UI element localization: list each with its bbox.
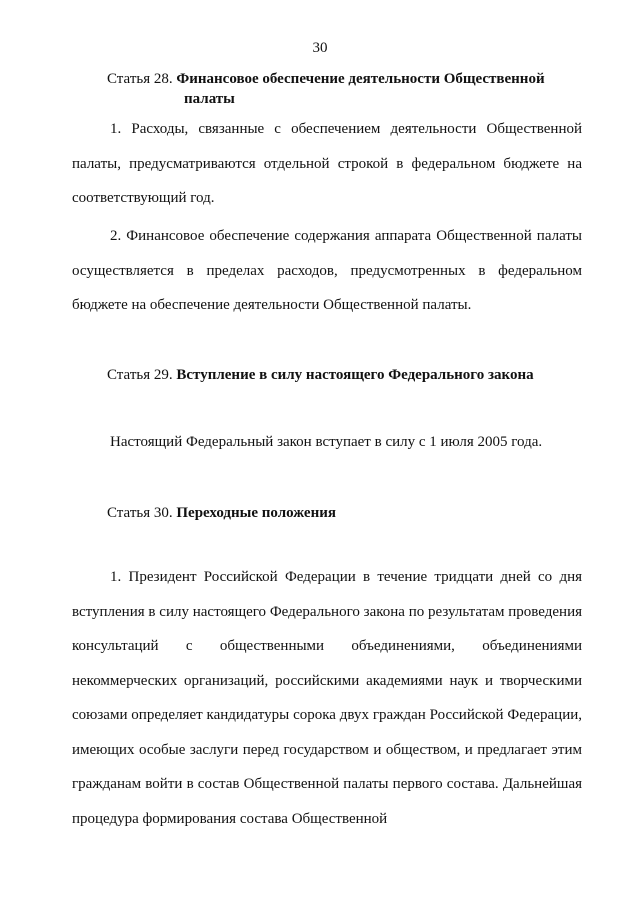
article-28-heading <box>107 69 577 109</box>
article-28-label: Статья 28. <box>107 71 173 87</box>
article-30-label: Статья 30. <box>107 505 173 521</box>
article-30-paragraph-1: 1. Президент Российской Федерации в течение тридцати дней со дня вступления в силу настоящего Федерального закона по результатам проведения консультаций с общественными объединениями, объединениями некоммерческих организаций, российскими академиями наук и творческими союзами определяет кандидатуры сорока двух граждан Российской Федерации, имеющих особые заслуги перед государством и обществом, и предлагает этим гражданам войти в состав Общественной палаты первого состава. Дальнейшая процедура формирования состава Общественной <box>72 569 582 827</box>
article-29-title: Вступление в силу настоящего Федерального закона <box>176 367 534 383</box>
article-28-paragraph-1: 1. Расходы, связанные с обеспечением деятельности Общественной палаты, предусматриваются отдельной строкой в федеральном бюджете на соответствующий год. <box>72 121 582 206</box>
article-29-label: Статья 29. <box>107 367 173 383</box>
article-28-title-line2: палаты <box>184 91 235 107</box>
article-28-title-line1: Финансовое обеспечение деятельности Общественной <box>176 71 545 87</box>
article-29-heading <box>107 365 577 385</box>
article-28-paragraph-2: 2. Финансовое обеспечение содержания аппарата Общественной палаты осуществляется в пределах расходов, предусмотренных в федеральном бюджете на обеспечение деятельности Общественной палаты. <box>72 228 582 313</box>
article-29-paragraph: Настоящий Федеральный закон вступает в силу с 1 июля 2005 года. <box>110 434 543 450</box>
page-number: 30 <box>312 40 328 56</box>
article-30-heading <box>107 503 577 523</box>
article-30-title: Переходные положения <box>176 505 336 521</box>
